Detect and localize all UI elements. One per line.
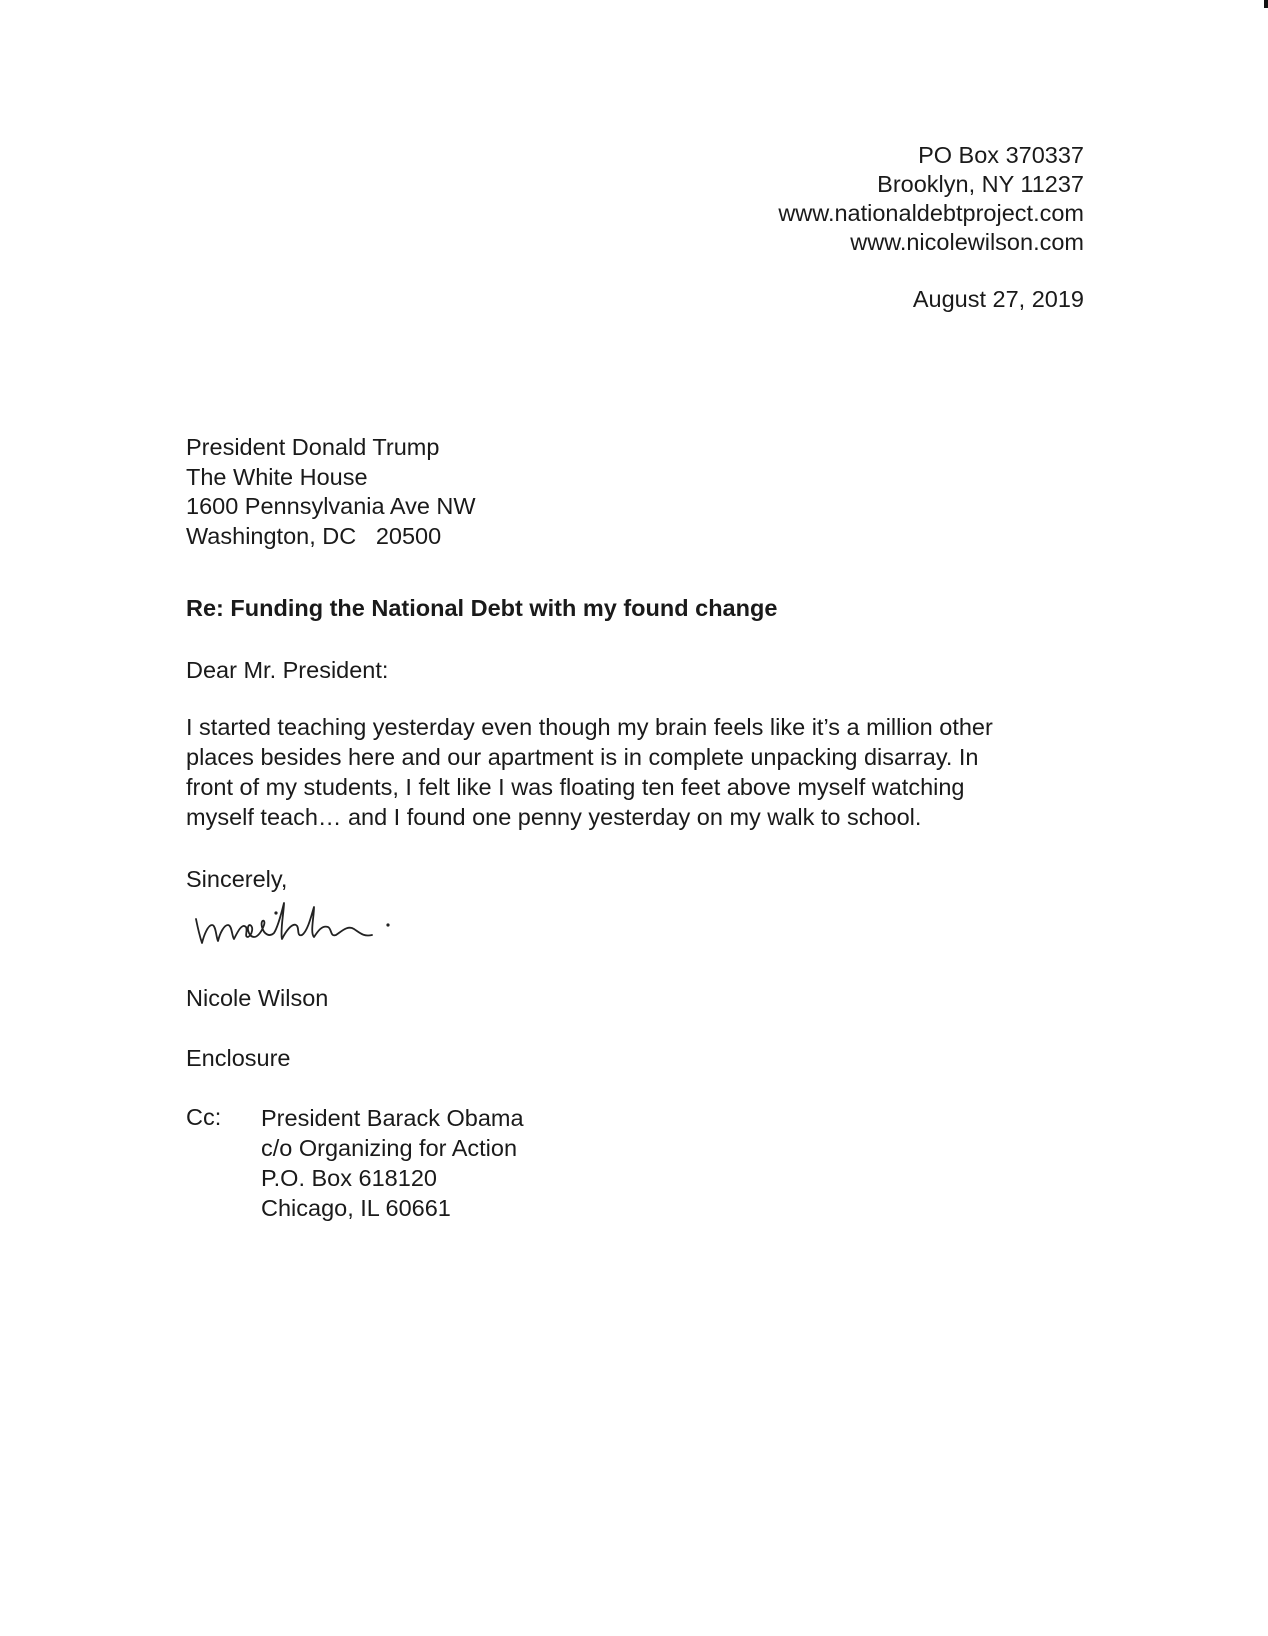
cc-city: Chicago, IL 60661: [261, 1195, 451, 1221]
cc-org: c/o Organizing for Action: [261, 1135, 518, 1161]
body-line: I started teaching yesterday even though my brain feels like it’s a million other: [186, 714, 993, 740]
recipient-street: 1600 Pennsylvania Ave NW: [186, 493, 476, 519]
cc-label: Cc:: [186, 1104, 222, 1130]
handwritten-signature: [192, 895, 422, 955]
scan-edge-mark: [1264, 0, 1268, 8]
recipient-name: President Donald Trump: [186, 434, 440, 460]
cc-name: President Barack Obama: [261, 1105, 524, 1131]
body-line: front of my students, I felt like I was floating ten feet above myself watching: [186, 774, 965, 800]
cc-po-box: P.O. Box 618120: [261, 1165, 437, 1191]
recipient-org: The White House: [186, 463, 368, 490]
letter-body: [186, 712, 993, 832]
sender-website-2: www.nicolewilson.com: [850, 229, 1084, 255]
body-line: places besides here and our apartment is in complete unpacking disarray. In: [186, 744, 979, 770]
enclosure-note: Enclosure: [186, 1045, 291, 1071]
sender-po-box: PO Box 370337: [918, 142, 1084, 168]
recipient-city: Washington, DC 20500: [186, 522, 442, 549]
salutation: Dear Mr. President:: [186, 657, 389, 683]
sender-website-1: www.nationaldebtproject.com: [778, 200, 1084, 226]
subject-line: Re: Funding the National Debt with my found change: [186, 595, 778, 621]
body-line: myself teach… and I found one penny yesterday on my walk to school.: [186, 804, 922, 830]
closing: Sincerely,: [186, 866, 288, 892]
cc-address: [261, 1103, 524, 1223]
letter-date: August 27, 2019: [912, 286, 1084, 312]
sender-city: Brooklyn, NY 11237: [877, 171, 1084, 197]
signer-name: Nicole Wilson: [186, 985, 329, 1011]
recipient-address: [186, 433, 476, 551]
sender-address: [778, 141, 1084, 257]
